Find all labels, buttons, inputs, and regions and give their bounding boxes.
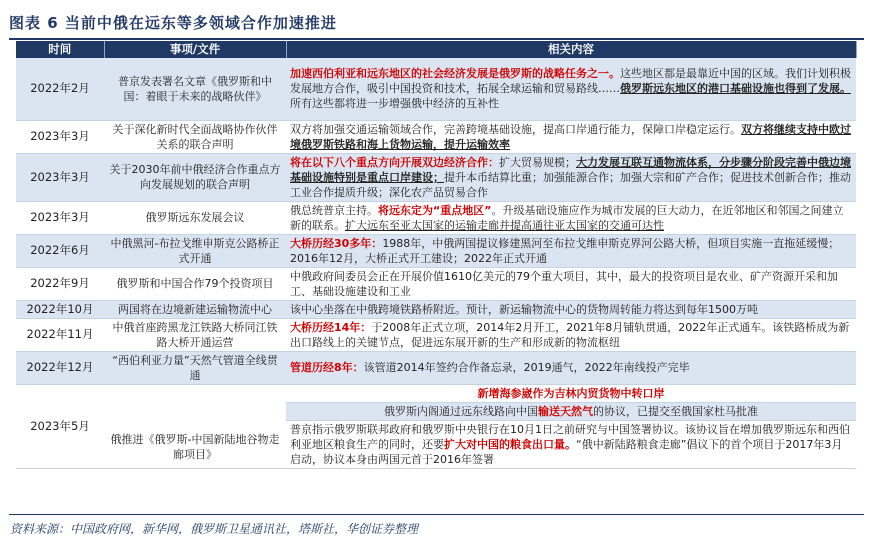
- row-date: 2022年12月: [16, 351, 104, 384]
- row-desc: [286, 351, 856, 384]
- row-date: 2023年3月: [16, 120, 104, 153]
- row-desc: [286, 120, 856, 153]
- row-date: 2022年2月: [16, 58, 104, 120]
- header-date: 时间: [16, 41, 104, 58]
- row-doc: 关于2030年前中俄经济合作重点方向发展规划的联合声明: [104, 153, 286, 201]
- text-segment: “俄中新陆路粮食走廊”倡议下的首个项目于2017年3月启动，协议本身由两国元首于2016年签署: [290, 437, 843, 466]
- row-doc: “西伯利亚力量”天然气管道全线贯通: [104, 351, 286, 384]
- table-row: [16, 201, 856, 234]
- row-date: 2022年9月: [16, 267, 104, 300]
- text-segment: 双方将加强交通运输领域合作，完善跨境基础设施，提高口岸通行能力，保障口岸稳定运行。: [290, 122, 741, 136]
- table-row: [16, 318, 856, 351]
- title-bar: [9, 6, 864, 40]
- row-desc: [286, 384, 856, 468]
- text-segment: 普京指示俄罗斯联邦政府和俄罗斯中央银行在10月1日之前研究与中国签署协议。该协议旨在增加俄罗斯远东和西伯利亚地区粮食生产的同时，还要: [290, 422, 850, 451]
- row-desc: [286, 234, 856, 267]
- text-segment: 管道历经8年：: [290, 361, 364, 374]
- table-row: [16, 300, 856, 318]
- text-segment: 输送天然气: [538, 404, 593, 418]
- table-row: [16, 351, 856, 384]
- row-doc: 关于深化新时代全面战略协作伙伴关系的联合声明: [104, 120, 286, 153]
- row-doc: 中俄首座跨黑龙江铁路大桥同江铁路大桥开通运营: [104, 318, 286, 351]
- source-divider: [9, 514, 864, 515]
- row-desc: [286, 201, 856, 234]
- text-segment: 俄总统普京主持。: [290, 203, 378, 217]
- text-segment: 大桥历经30多年：: [290, 236, 383, 250]
- text-segment: 扩大远东至亚太国家的运输走廊并提高通往亚太国家的交通可达性: [345, 218, 664, 232]
- text-segment: 。升级基础设施应作为城市发展的巨大动力，在近邻地区和邻国之间建立新的联系。: [290, 203, 844, 232]
- row-doc: 俄罗斯远东发展会议: [104, 201, 286, 234]
- row-date: 2023年5月: [16, 384, 104, 468]
- text-segment: 大力发展互联互通物流体系，分步骤分阶段完善中俄边境基础设施特别是重点口岸建设；: [290, 155, 851, 184]
- header-doc: 事项/文件: [104, 41, 286, 58]
- row-date: 2022年6月: [16, 234, 104, 267]
- text-segment: 于2008年正式立项，2014年2月开工，2021年8月铺轨贯通，2022年正式通车。该铁路桥成为新出口路线上的关键节点，促进远东展开新的生产和形成新的物流枢纽: [290, 320, 850, 349]
- row-doc: 两国将在边境新建运输物流中心: [104, 300, 286, 318]
- text-segment: 俄罗斯远东地区的港口基础设施也得到了发展。: [620, 82, 851, 96]
- table-row: [16, 267, 856, 300]
- text-segment: 俄罗斯内阁通过远东线路向中国: [384, 404, 538, 418]
- may-headline: 新增海参崴作为吉林内贸货物中转口岸: [286, 385, 856, 403]
- row-desc: [286, 267, 856, 300]
- text-segment: 该中心坐落在中俄跨境铁路桥附近。预计，新运输物流中心的货物周转能力将达到每年1500万吨: [290, 302, 758, 316]
- cooperation-table: [16, 41, 857, 469]
- table-row: [16, 384, 856, 468]
- row-date: 2022年10月: [16, 300, 104, 318]
- table-row: [16, 153, 856, 201]
- row-desc: [286, 318, 856, 351]
- table-header-row: [16, 41, 856, 58]
- text-segment: 1988年，中俄两国提议修建黑河至布拉戈维申斯克界河公路大桥，但项目实施一直拖延缓慢；2016年12月，大桥正式开工建设；2022年正式开通: [290, 236, 840, 265]
- row-doc: 俄罗斯和中国合作79个投资项目: [104, 267, 286, 300]
- row-date: 2023年3月: [16, 153, 104, 201]
- text-segment: 所有这些都将进一步增强俄中经济的互补性: [290, 97, 499, 111]
- row-desc: [286, 58, 856, 120]
- row-doc: 俄推进《俄罗斯-中国新陆地谷物走廊项目》: [104, 384, 286, 468]
- page-title: 图表 6 当前中俄在远东等多领域合作加速推进: [9, 14, 337, 32]
- row-date: 2022年11月: [16, 318, 104, 351]
- text-segment: 双方将继续支持中欧过境俄罗斯铁路和海上货物运输，提升运输效率: [290, 122, 851, 151]
- may-line-gas: [286, 403, 856, 421]
- text-segment: 的协议，已提交至俄国家杜马批准: [593, 404, 758, 418]
- text-segment: 扩大对中国的粮食出口量。: [444, 437, 576, 451]
- header-desc: 相关内容: [286, 41, 856, 58]
- row-doc: 中俄黑河-布拉戈维申斯克公路桥正式开通: [104, 234, 286, 267]
- row-desc: [286, 300, 856, 318]
- text-segment: 该管道2014年签约合作备忘录，2019通气，2022年南线投产完毕: [363, 361, 690, 374]
- row-doc: 普京发表署名文章《俄罗斯和中国：着眼于未来的战略伙伴》: [104, 58, 286, 120]
- text-segment: 中俄政府间委员会正在开展价值1610亿美元的79个重大项目，其中，最大的投资项目是农业、矿产资源开采和加工、基础设施建设和工业: [290, 269, 838, 298]
- text-segment: 将远东定为“重点地区”: [378, 203, 492, 217]
- table-row: [16, 120, 856, 153]
- text-segment: 这些地区都是最靠近中国的区域。我们计划积极发展地方合作，吸引中国投资和技术，拓展全球运输和贸易路线……: [290, 67, 851, 96]
- text-segment: 将在以下八个重点方向开展双边经济合作：: [290, 155, 499, 169]
- text-segment: 扩大贸易规模；: [499, 155, 576, 169]
- text-segment: 加速西伯利亚和远东地区的社会经济发展是俄罗斯的战略任务之一。: [290, 67, 620, 81]
- text-segment: 大桥历经14年：: [290, 320, 372, 334]
- text-segment: 提升本币结算比重；加强能源合作；加强大宗和矿产合作；促进技术创新合作；推动工业合作提质升级；深化农产品贸易合作: [290, 170, 851, 199]
- table-body: [16, 58, 856, 468]
- row-desc: [286, 153, 856, 201]
- table-row: [16, 58, 856, 120]
- source-note: 资料来源：中国政府网，新华网，俄罗斯卫星通讯社，塔斯社，华创证券整理: [10, 522, 419, 536]
- row-date: 2023年3月: [16, 201, 104, 234]
- may-line-grain: [286, 421, 856, 468]
- table-row: [16, 234, 856, 267]
